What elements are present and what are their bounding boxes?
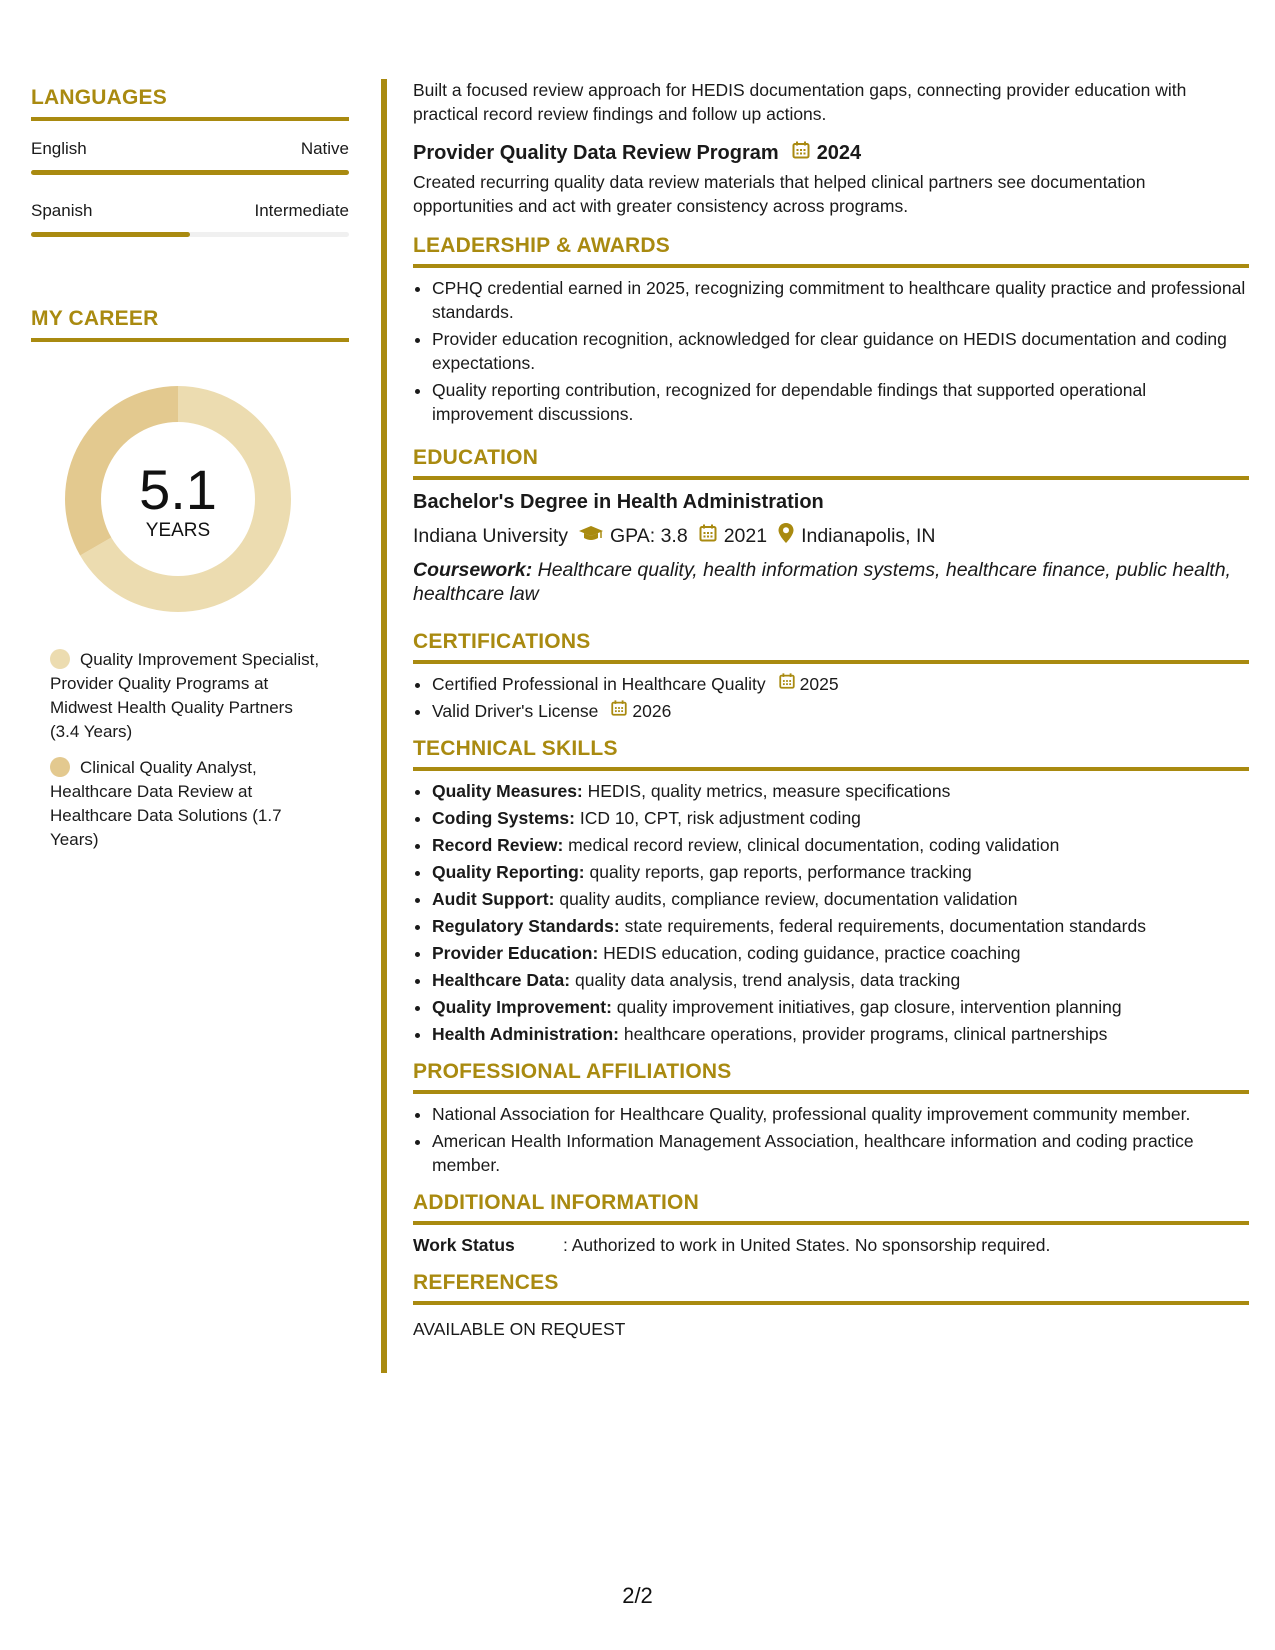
career-years-unit: YEARS (145, 520, 211, 541)
project-year: 2024 (816, 142, 862, 164)
skill-item (432, 860, 1249, 884)
references-section (413, 1271, 1249, 1341)
career-title: MY CAREER (31, 307, 349, 342)
skill-label: Coding Systems: (432, 808, 575, 828)
education-degree: Bachelor's Degree in Health Administration (413, 491, 824, 513)
language-item (31, 201, 349, 237)
skill-label: Regulatory Standards: (432, 916, 620, 936)
skill-label: Record Review: (432, 835, 564, 855)
skill-label: Audit Support: (432, 889, 555, 909)
location-pin-icon (777, 522, 795, 550)
affiliations-title: PROFESSIONAL AFFILIATIONS (413, 1060, 1249, 1094)
skill-value: healthcare operations, provider programs, clinical partnerships (623, 1024, 1108, 1044)
certifications-section (413, 630, 1249, 723)
project-description: Created recurring quality data review materials that helped clinical partners see documentation opportunities and act with greater consistency across programs. (413, 172, 1146, 216)
legend-dot-icon (50, 757, 70, 777)
certification-year: 2026 (632, 701, 672, 721)
education-title: EDUCATION (413, 446, 1249, 480)
affiliations-section (413, 1060, 1249, 1177)
page-number: 2/2 (622, 1583, 653, 1608)
skill-item (432, 995, 1249, 1019)
calendar-icon (610, 699, 628, 723)
project-intro: Built a focused review approach for HEDIS documentation gaps, connecting provider education with practical record review findings and follow up actions. (413, 80, 1187, 124)
calendar-icon (698, 523, 718, 549)
language-proficiency-bar (31, 170, 349, 175)
skill-label: Health Administration: (432, 1024, 619, 1044)
skill-label: Quality Measures: (432, 781, 583, 801)
skill-item (432, 779, 1249, 803)
education-year: 2021 (723, 525, 768, 547)
skill-value: quality improvement initiatives, gap closure, intervention planning (616, 997, 1122, 1017)
career-legend-item (50, 648, 320, 744)
list-item: • American Health Information Management Association, healthcare information and coding practice member. (432, 1129, 1249, 1177)
skills-section (413, 737, 1249, 1046)
language-proficiency-fill (31, 232, 190, 237)
list-item (432, 672, 1249, 696)
skill-value: quality audits, compliance review, documentation validation (559, 889, 1018, 909)
list-item: • Quality reporting contribution, recognized for dependable findings that supported operational improvement discussions. (432, 378, 1249, 426)
language-name: Spanish (31, 201, 93, 220)
education-section (413, 446, 1249, 606)
coursework-label: Coursework: (413, 559, 533, 581)
right-column (413, 78, 1249, 1341)
work-status-row (413, 1233, 1249, 1257)
education-school: Indiana University (413, 525, 568, 547)
career-donut-chart (65, 386, 291, 612)
work-status-label: Work Status (413, 1235, 515, 1255)
list-item: • National Association for Healthcare Quality, professional quality improvement community member. (432, 1102, 1249, 1126)
certification-name: • Certified Professional in Healthcare Quality (432, 674, 766, 694)
education-gpa: GPA: 3.8 (610, 525, 688, 547)
language-name: English (31, 139, 87, 158)
legend-label: Quality Improvement Specialist, Provider Quality Programs at Midwest Health Quality Partners (3.4 Years) (50, 650, 320, 741)
left-column (31, 86, 349, 864)
skill-value: state requirements, federal requirements, documentation standards (624, 916, 1146, 936)
references-text: AVAILABLE ON REQUEST (413, 1319, 626, 1339)
legend-dot-icon (50, 649, 70, 669)
certification-year: 2025 (799, 674, 839, 694)
skill-label: Provider Education: (432, 943, 599, 963)
work-status-value: : Authorized to work in United States. No sponsorship required. (563, 1235, 1051, 1255)
skill-item (432, 968, 1249, 992)
career-legend (31, 648, 349, 852)
calendar-icon (791, 140, 811, 166)
skill-value: HEDIS education, coding guidance, practice coaching (603, 943, 1021, 963)
legend-label: Clinical Quality Analyst, Healthcare Data Review at Healthcare Data Solutions (1.7 Years) (50, 758, 282, 849)
list-item: • Provider education recognition, acknowledged for clear guidance on HEDIS documentation and coding expectations. (432, 327, 1249, 375)
additional-section (413, 1191, 1249, 1257)
list-item: • CPHQ credential earned in 2025, recognizing commitment to healthcare quality practice and professional standards. (432, 276, 1249, 324)
project-heading (413, 140, 1249, 166)
references-title: REFERENCES (413, 1271, 1249, 1305)
skill-item (432, 914, 1249, 938)
education-meta (413, 522, 1249, 550)
skill-item (432, 833, 1249, 857)
education-location: Indianapolis, IN (801, 525, 936, 547)
skill-item (432, 1022, 1249, 1046)
skill-value: quality data analysis, trend analysis, data tracking (575, 970, 961, 990)
certification-name: • Valid Driver's License (432, 701, 599, 721)
skill-value: HEDIS, quality metrics, measure specifications (587, 781, 951, 801)
graduation-cap-icon (578, 523, 604, 549)
skill-item (432, 887, 1249, 911)
career-legend-item (50, 756, 320, 852)
skills-title: TECHNICAL SKILLS (413, 737, 1249, 771)
skill-label: Healthcare Data: (432, 970, 571, 990)
certifications-title: CERTIFICATIONS (413, 630, 1249, 664)
leadership-title: LEADERSHIP & AWARDS (413, 234, 1249, 268)
skills-list (413, 779, 1249, 1046)
language-proficiency-bar (31, 232, 349, 237)
skill-item (432, 941, 1249, 965)
additional-title: ADDITIONAL INFORMATION (413, 1191, 1249, 1225)
project-title: Provider Quality Data Review Program (413, 142, 779, 164)
column-divider (381, 79, 387, 1373)
language-item (31, 139, 349, 175)
education-coursework (413, 558, 1249, 606)
skill-label: Quality Improvement: (432, 997, 612, 1017)
leadership-section (413, 234, 1249, 426)
coursework-text: Healthcare quality, health information systems, healthcare finance, public health, healthcare law (413, 559, 1231, 605)
list-item (432, 699, 1249, 723)
languages-title: LANGUAGES (31, 86, 349, 121)
skill-item (432, 806, 1249, 830)
skill-value: quality reports, gap reports, performance tracking (589, 862, 972, 882)
skill-value: medical record review, clinical documentation, coding validation (568, 835, 1060, 855)
skill-label: Quality Reporting: (432, 862, 585, 882)
language-proficiency-fill (31, 170, 349, 175)
language-level: Intermediate (254, 201, 349, 220)
language-level: Native (300, 139, 349, 158)
calendar-icon (778, 672, 796, 696)
career-total-years: 5.1 (139, 458, 217, 521)
skill-value: ICD 10, CPT, risk adjustment coding (579, 808, 861, 828)
